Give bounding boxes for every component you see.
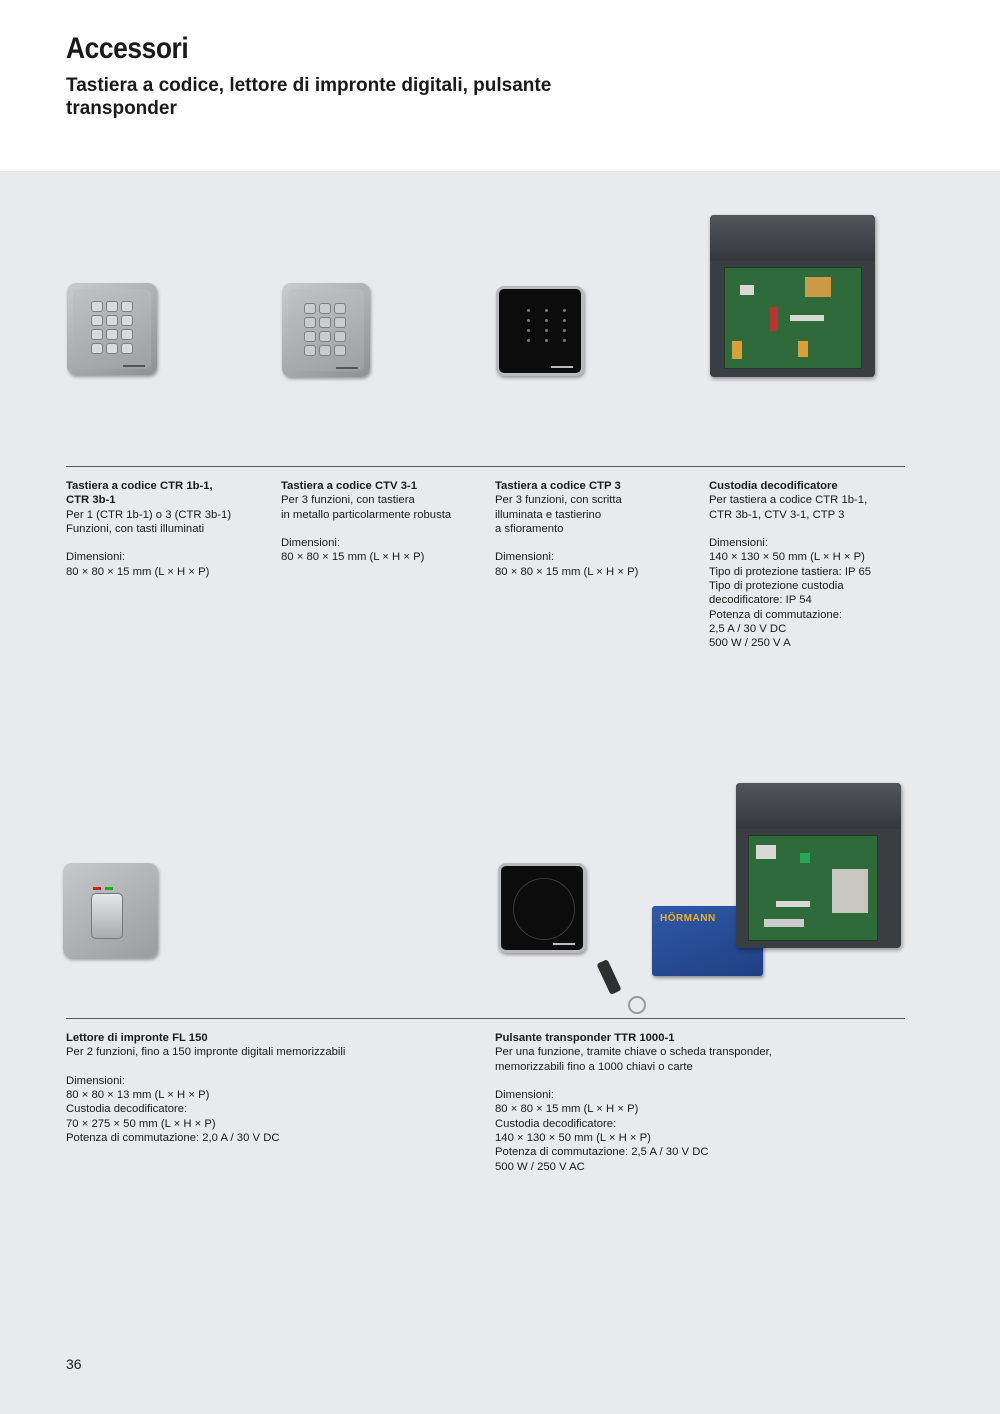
card-logo: HÖRMANN	[660, 913, 716, 924]
page-number: 36	[66, 1356, 82, 1372]
product-title: Tastiera a codice CTV 3-1	[281, 480, 418, 492]
product-spec: Dimensioni:	[66, 551, 126, 564]
product-spec: 140 × 130 × 50 mm (L × H × P)	[495, 1132, 651, 1145]
key-ring-icon	[628, 996, 646, 1014]
product-title: Custodia decodificatore	[709, 480, 838, 492]
product-spec: 70 × 275 × 50 mm (L × H × P)	[66, 1117, 216, 1130]
keypad-ctp-image	[496, 286, 584, 376]
product-title: Lettore di impronte FL 150	[66, 1032, 208, 1044]
product-spec: Dimensioni:	[709, 537, 769, 550]
product-spec: 500 W / 250 V A	[709, 637, 791, 650]
transponder-button-image	[498, 863, 586, 953]
page-title: Accessori	[66, 32, 189, 65]
product-desc: Per una funzione, tramite chiave o scheda transponder,	[495, 1046, 772, 1059]
product-spec: 2,5 A / 30 V DC	[709, 622, 787, 635]
product-spec: Custodia decodificatore:	[66, 1103, 188, 1116]
row2-divider	[66, 1018, 905, 1019]
product-title: Pulsante transponder TTR 1000-1	[495, 1032, 675, 1044]
product-fl150-text	[66, 1031, 486, 1145]
product-desc: a sfioramento	[495, 522, 564, 535]
product-title: Tastiera a codice CTR 1b-1,	[66, 480, 213, 492]
product-desc: Per tastiera a codice CTR 1b-1,	[709, 494, 868, 507]
product-ctr-text	[66, 479, 271, 579]
product-spec: Tipo di protezione custodia	[709, 580, 844, 593]
product-ttr-text	[495, 1031, 905, 1174]
page-header	[0, 0, 1000, 171]
product-desc: illuminata e tastierino	[495, 508, 602, 521]
product-spec: 80 × 80 × 15 mm (L × H × P)	[281, 551, 425, 564]
product-spec: 140 × 130 × 50 mm (L × H × P)	[709, 551, 865, 564]
product-desc: Per 1 (CTR 1b-1) o 3 (CTR 3b-1)	[66, 508, 232, 521]
product-spec: 500 W / 250 V AC	[495, 1160, 585, 1173]
fingerprint-reader-image	[63, 863, 158, 958]
product-spec: Dimensioni:	[66, 1074, 126, 1087]
product-spec: Potenza di commutazione: 2,5 A / 30 V DC	[495, 1146, 709, 1159]
product-spec: Potenza di commutazione:	[709, 608, 843, 621]
keypad-ctr-image	[67, 283, 157, 375]
product-desc: Per 3 funzioni, con scritta	[495, 494, 622, 507]
product-desc: Per 3 funzioni, con tastiera	[281, 494, 415, 507]
transponder-decoder-image	[736, 783, 901, 948]
product-title: Tastiera a codice CTP 3	[495, 480, 621, 492]
product-decoder-text	[709, 479, 909, 651]
product-desc: in metallo particolarmente robusta	[281, 508, 452, 521]
product-desc: memorizzabili fino a 1000 chiavi o carte	[495, 1060, 693, 1073]
product-spec: Dimensioni:	[495, 1089, 555, 1102]
row1-divider	[66, 466, 905, 467]
product-title: CTR 3b-1	[66, 494, 116, 507]
product-desc: Funzioni, con tasti illuminati	[66, 522, 205, 535]
product-spec: Dimensioni:	[495, 551, 555, 564]
product-ctv-text	[281, 479, 486, 565]
product-desc: Per 2 funzioni, fino a 150 impronte digitali memorizzabili	[66, 1046, 346, 1059]
product-spec: 80 × 80 × 15 mm (L × H × P)	[495, 565, 639, 578]
page-subtitle: Tastiera a codice, lettore di impronte digitali, pulsante transponder	[66, 75, 552, 119]
product-spec: Tipo di protezione tastiera: IP 65	[709, 565, 872, 578]
product-spec: Dimensioni:	[281, 537, 341, 550]
product-desc: CTR 3b-1, CTV 3-1, CTP 3	[709, 508, 845, 521]
product-ctp-text	[495, 479, 700, 579]
product-spec: 80 × 80 × 15 mm (L × H × P)	[66, 565, 210, 578]
product-spec: 80 × 80 × 13 mm (L × H × P)	[66, 1089, 210, 1102]
product-spec: 80 × 80 × 15 mm (L × H × P)	[495, 1103, 639, 1116]
decoder-housing-image	[710, 215, 875, 377]
product-spec: Custodia decodificatore:	[495, 1117, 617, 1130]
keypad-ctv-image	[282, 283, 370, 377]
product-spec: Potenza di commutazione: 2,0 A / 30 V DC	[66, 1132, 280, 1145]
product-spec: decodificatore: IP 54	[709, 594, 812, 607]
